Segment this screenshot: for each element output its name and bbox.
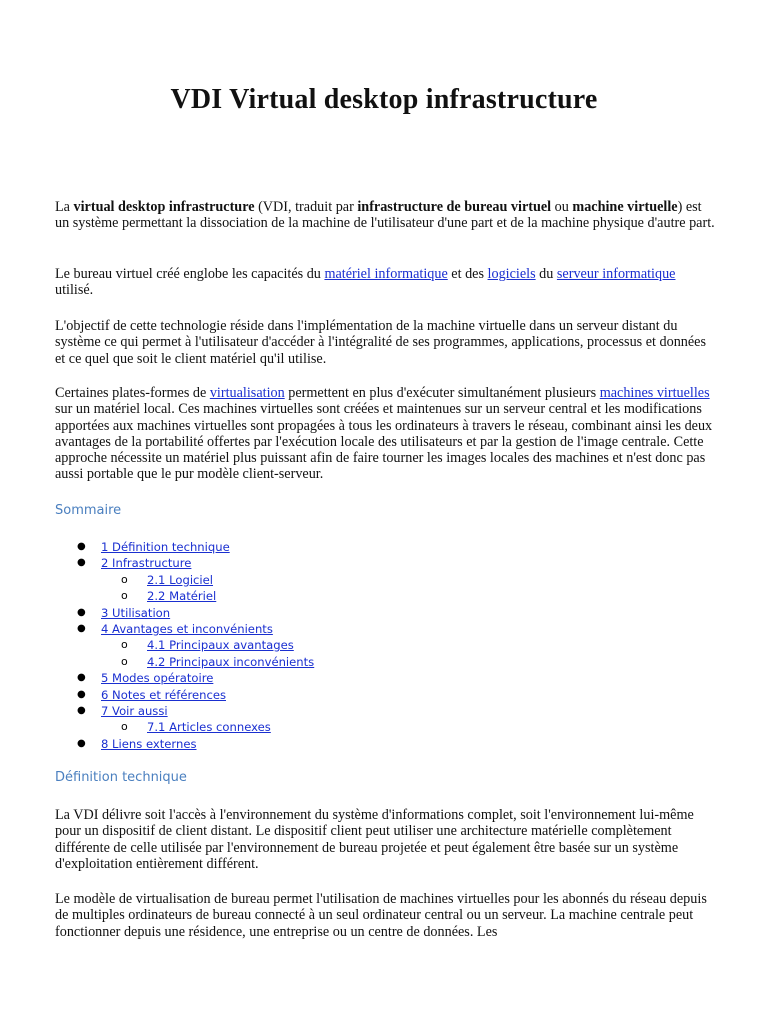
bullet-icon: ● — [77, 606, 86, 618]
link-serveur-informatique[interactable]: serveur informatique — [556, 266, 676, 282]
paragraph-plates-formes: Certaines plates-formes de virtualisation permettent en plus d'exécuter simultanément plusieurs machines virtuelles sur un matériel local. Ces machines virtuelles sont créées et maintenues sur un serveur central et les modifications apportées aux machines virtuelles sont propagées à tous les ordinateurs à travers le réseau, combinant ainsi les deux avantages de la portabilité offertes par l'exécution locale des utilisateurs et par la gestion de l'image centrale. Cette approche nécessite un matériel plus puissant afin de faire tourner les images locales des machines et n'est donc pas aussi portable que le pur modèle client-serveur. — [55, 385, 713, 483]
toc-item — [55, 687, 314, 703]
toc-item — [55, 588, 314, 604]
toc-link[interactable]: 2.2 Matériel — [147, 589, 217, 604]
toc-link[interactable]: 1 Définition technique — [101, 540, 230, 554]
page-title: VDI Virtual desktop infrastructure — [170, 84, 598, 115]
toc-item — [55, 637, 314, 653]
paragraph-modele-virtualisation: Le modèle de virtualisation de bureau permet l'utilisation de machines virtuelles pour les abonnés du réseau depuis de multiples ordinateurs de bureau connecté à un seul ordinateur central ou un serveur. La machine centrale peut fonctionner depuis une résidence, une entreprise ou un centre de données. Les — [55, 891, 707, 940]
toc-link[interactable]: 3 Utilisation — [101, 605, 171, 620]
bullet-icon: ● — [77, 622, 86, 634]
link-machines-virtuelles[interactable]: machines virtuelles — [599, 385, 710, 401]
toc-link[interactable]: 5 Modes opératoire — [101, 671, 214, 686]
toc-link[interactable]: 7 Voir aussi — [101, 703, 168, 718]
toc-item — [55, 605, 314, 621]
toc-link[interactable]: 7.1 Articles connexes — [147, 720, 271, 735]
bullet-icon: o — [121, 654, 128, 668]
term-machine-virtuelle: machine virtuelle — [572, 199, 678, 215]
term-infrastructure: infrastructure de bureau virtuel — [357, 199, 552, 215]
bullet-icon: o — [121, 572, 128, 586]
table-of-contents — [55, 539, 314, 752]
bullet-icon: ● — [77, 557, 86, 569]
toc-item — [55, 555, 314, 571]
definition-technique-heading: Définition technique — [55, 770, 187, 785]
toc-link[interactable]: 4 Avantages et inconvénients — [101, 621, 273, 636]
toc-link[interactable]: 8 Liens externes — [101, 736, 197, 751]
bullet-icon: ● — [77, 672, 86, 684]
intro-paragraph: La virtual desktop infrastructure (VDI, traduit par infrastructure de bureau virtuel ou machine virtuelle) est un système permettant la dissociation de la machine de l'utilisateur d'une part et de la machine physique d'autre part. — [55, 199, 715, 232]
sommaire-heading: Sommaire — [55, 503, 122, 518]
bullet-icon: ● — [77, 541, 86, 552]
toc-item — [55, 572, 314, 588]
paragraph-objectif: L'objectif de cette technologie réside dans l'implémentation de la machine virtuelle dans un serveur distant du système ce qui permet à l'utilisateur d'accéder à l'intégralité de ses programmes, applications, processus et données et ce quel que soit le client matériel qu'il utilise. — [55, 318, 707, 367]
bullet-icon: o — [121, 589, 128, 603]
paragraph-vdi-delivre: La VDI délivre soit l'accès à l'environnement du système d'informations complet, soit l'environnement lui-même pour un dispositif de client distant. Le dispositif client peut utiliser une architecture matérielle complètement différente de celle utilisée par l'environnement de bureau projetée et peut également être basée sur un système d'exploitation entièrement différent. — [55, 807, 694, 872]
toc-item — [55, 539, 314, 555]
toc-link[interactable]: 2 Infrastructure — [101, 556, 192, 571]
link-materiel-informatique[interactable]: matériel informatique — [324, 266, 448, 282]
link-logiciels[interactable]: logiciels — [487, 266, 536, 282]
bullet-icon: ● — [77, 737, 86, 749]
bullet-icon: o — [121, 638, 128, 652]
toc-link[interactable]: 4.1 Principaux avantages — [147, 638, 294, 653]
toc-link[interactable]: 4.2 Principaux inconvénients — [147, 654, 315, 669]
bullet-icon: o — [121, 720, 128, 734]
toc-item — [55, 670, 314, 686]
bullet-icon: ● — [77, 704, 86, 716]
paragraph-bureau-virtuel: Le bureau virtuel créé englobe les capacités du matériel informatique et des logiciels du serveur informatique utilisé. — [55, 266, 676, 299]
term-vdi: virtual desktop infrastructure — [73, 199, 255, 215]
link-virtualisation[interactable]: virtualisation — [209, 385, 285, 401]
toc-item — [55, 719, 314, 735]
toc-item — [55, 654, 314, 670]
toc-item — [55, 736, 314, 752]
toc-link[interactable]: 2.1 Logiciel — [147, 572, 214, 587]
toc-item — [55, 703, 314, 719]
toc-item — [55, 621, 314, 637]
bullet-icon: ● — [77, 688, 86, 700]
toc-link[interactable]: 6 Notes et références — [101, 687, 226, 702]
